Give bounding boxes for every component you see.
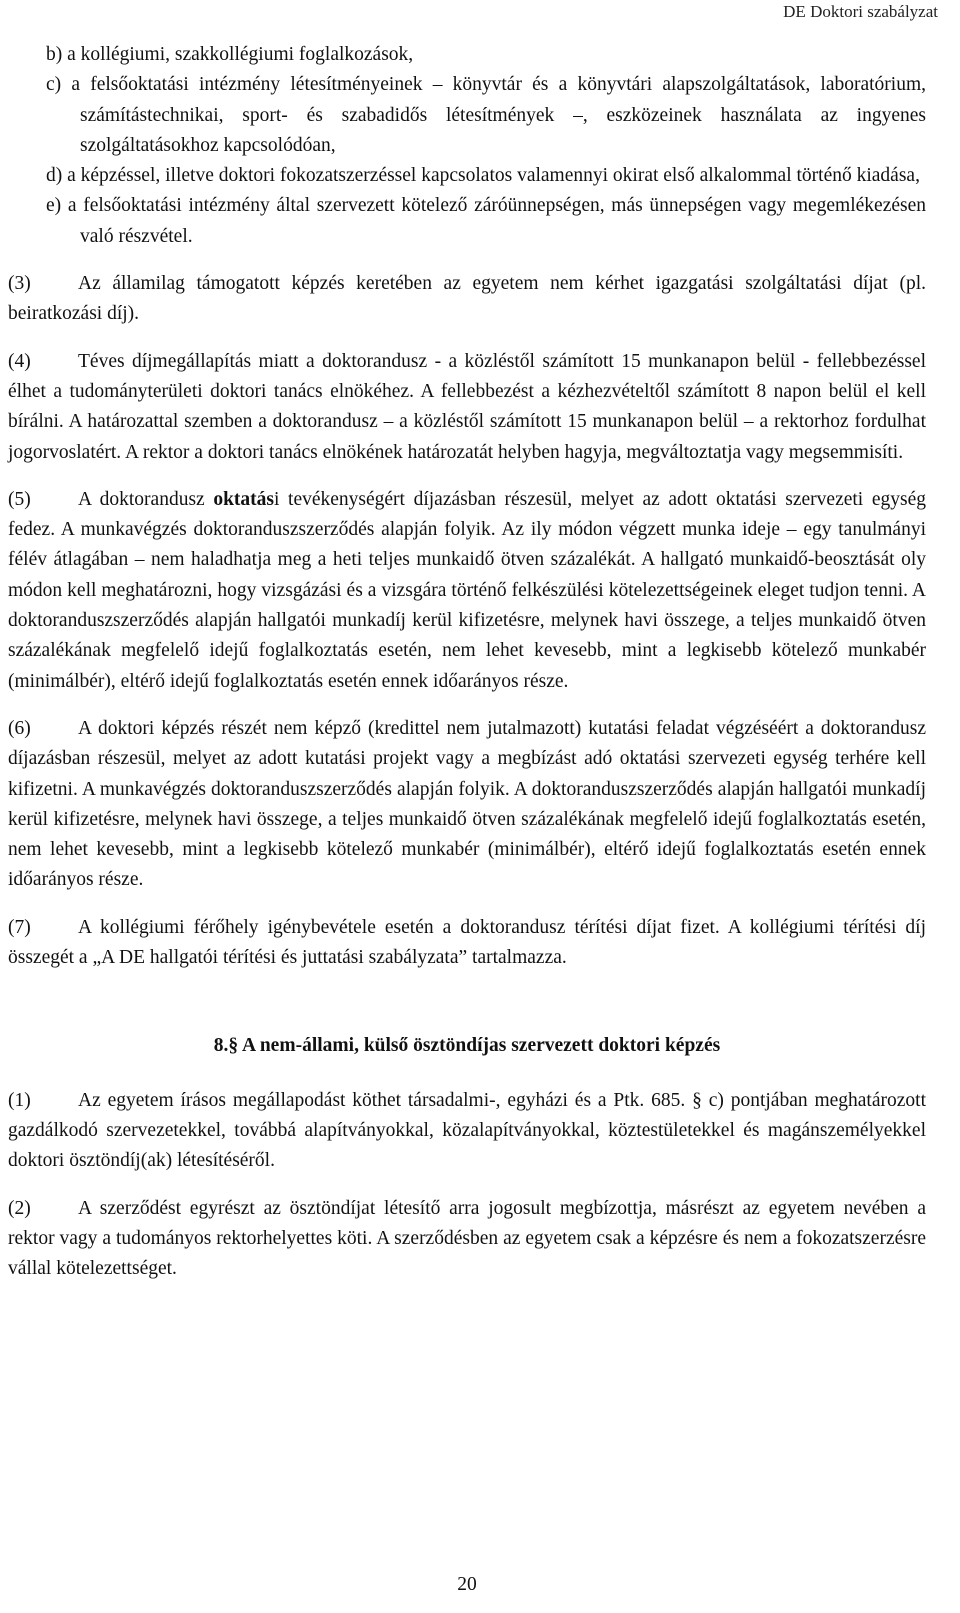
paragraph-number: (2) (8, 1197, 31, 1219)
bold-word: oktatás (213, 488, 274, 510)
paragraph-text-rest: i tevékenységért díjazásban részesül, melyet az adott oktatási szervezeti egység fedez. A munkavégzés doktoranduszszerződés alapján folyik. Az ily módon végzett munka ideje – egy tanulmányi félév átlagában – nem haladhatja meg a heti teljes munkaidő ötven százalékát. A hallgató munkaidő-beosztását oly módon kell meghatározni, hogy vizsgázási és a vizsgára történő felkészülési kötelezettségeinek eleget tudjon tenni. A doktoranduszszerződés alapján hallgatói munkadíj kerül kifizetésre, melynek havi összege, a teljes munkaidő ötven százalékának megfelelő idejű foglalkoztatás esetén, nem lehet kevesebb, mint a legkisebb kötelező munkabér (minimálbér), eltérő idejű foglalkoztatás esetén ennek időarányos része. (8, 488, 926, 692)
list-item-b: b) a kollégiumi, szakkollégiumi foglalkozások, (46, 44, 414, 65)
paragraph-number: (1) (8, 1089, 31, 1111)
document-header: DE Doktori szabályzat (783, 2, 938, 21)
paragraph-number: (6) (8, 717, 31, 739)
paragraph-4 (8, 347, 926, 468)
paragraph-text: A szerződést egyrészt az ösztöndíjat létesítő arra jogosult megbízottja, másrészt az egyetem nevében a rektor vagy a tudományos rektorhelyettes köti. A szerződésben az egyetem csak a képzésre és nem a fokozatszerzésre vállal kötelezettséget. (8, 1197, 926, 1280)
list-item-c: c) a felsőoktatási intézmény létesítményeinek – könyvtár és a könyvtári alapszolgáltatások, laboratórium, számítástechnikai, sport- és szabadidős létesítmények –, eszközeinek használata az ingyenes szolgáltatásokhoz kapcsolódóan, (46, 74, 926, 156)
paragraph-text-start: A doktorandusz (78, 488, 214, 510)
section-paragraph-1 (8, 1086, 926, 1177)
paragraph-number: (3) (8, 273, 31, 295)
paragraph-3 (8, 269, 926, 330)
document-body (8, 40, 926, 1284)
paragraph-text: Az egyetem írásos megállapodást köthet társadalmi-, egyházi és a Ptk. 685. § c) pontjában meghatározott gazdálkodó szervezetekkel, továbbá alapítványokkal, közalapítványokkal, köztestületekkel és magánszemélyekkel doktori ösztöndíj(ak) létesítéséről. (8, 1089, 926, 1172)
section-paragraph-2 (8, 1194, 926, 1285)
list-item-e: e) a felsőoktatási intézmény által szervezett kötelező záróünnepségen, más ünnepségen vagy megemlékezésen való részvétel. (46, 195, 926, 247)
list-item-d: d) a képzéssel, illetve doktori fokozatszerzéssel kapcsolatos valamennyi okirat első alkalommal történő kiadása, (46, 165, 920, 187)
section-heading: 8.§ A nem-állami, külső ösztöndíjas szervezett doktori képzés (213, 1035, 721, 1057)
page-number: 20 (457, 1574, 477, 1595)
paragraph-text: A doktori képzés részét nem képző (kredittel nem jutalmazott) kutatási feladat végzéséért a doktorandusz díjazásban részesül, melyet az adott kutatási projekt vagy a megbízást adó oktatási szervezeti egység terhére kell kifizetni. A munkavégzés doktoranduszszerződés alapján folyik. A doktoranduszszerződés alapján hallgatói munkadíj kerül kifizetésre, melynek havi összege, a teljes munkaidő ötven százalékának megfelelő idejű foglalkoztatás esetén, nem lehet kevesebb, mint a legkisebb kötelező munkabér (minimálbér), eltérő idejű foglalkoztatás esetén ennek időarányos része. (8, 717, 926, 891)
paragraph-text: Az államilag támogatott képzés keretében az egyetem nem kérhet igazgatási szolgáltatási díjat (pl. beiratkozási díj). (8, 273, 926, 325)
paragraph-text: A kollégiumi férőhely igénybevétele esetén a doktorandusz térítési díjat fizet. A kollégiumi térítési díj összegét a „A DE hallgatói térítési és juttatási szabályzata” tartalmazza. (8, 916, 926, 969)
paragraph-number: (7) (8, 916, 31, 938)
paragraph-5 (8, 485, 926, 697)
paragraph-number: (5) (8, 488, 31, 510)
paragraph-7 (8, 913, 926, 974)
paragraph-number: (4) (8, 350, 31, 372)
paragraph-6 (8, 714, 926, 896)
paragraph-text: Téves díjmegállapítás miatt a doktorandusz - a közléstől számított 15 munkanapon belül - fellebbezéssel élhet a tudományterületi doktori tanács elnökéhez. A fellebbezést a kézhezvételtől számított 8 napon belül el kell bírálni. A határozattal szemben a doktorandusz – a közléstől számított 15 munkanapon belül – a rektorhoz fordulhat jogorvoslatért. A rektor a doktori tanács elnökének határozatát helyben hagyja, megváltoztatja vagy megsemmisíti. (8, 350, 926, 463)
